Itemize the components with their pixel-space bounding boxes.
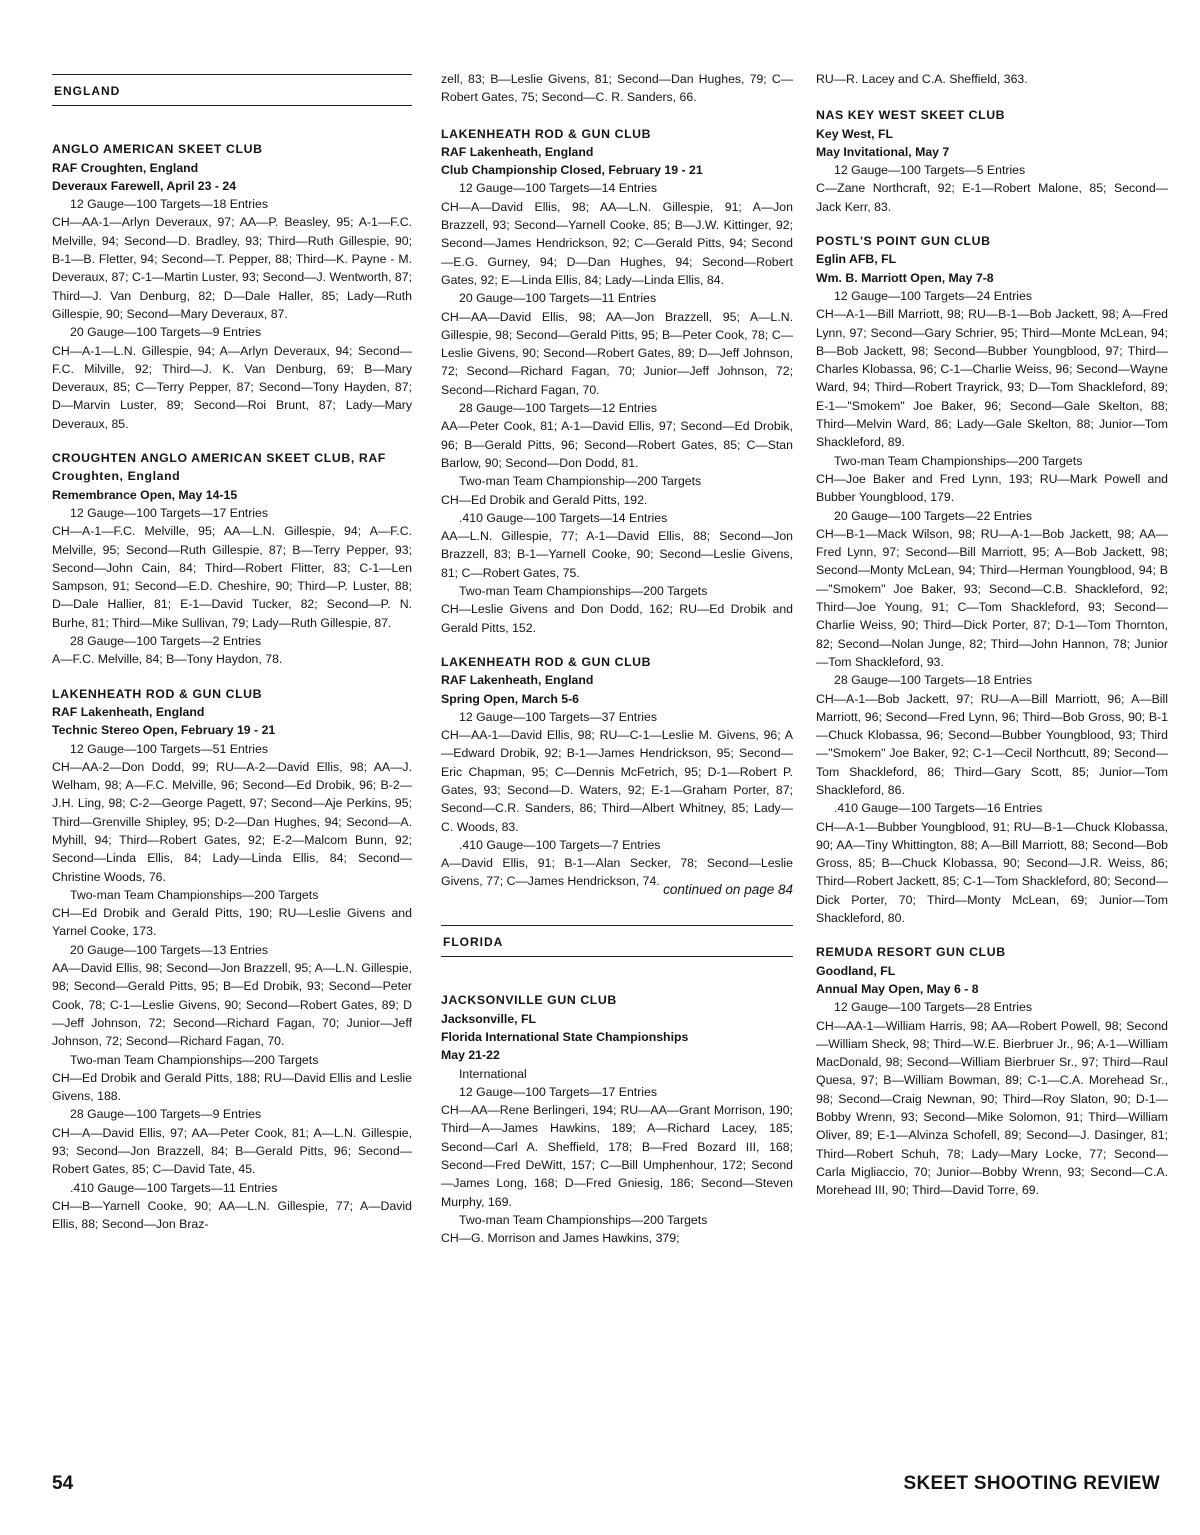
event-heading: Two-man Team Championships—200 Targets <box>70 887 319 902</box>
club-name: JACKSONVILLE GUN CLUB <box>441 993 617 1008</box>
event-results: CH—A-1—L.N. Gillespie, 94; A—Arlyn Deveraux, 94; Second—F.C. Milville, 92; Third—J. K. Van Denburg, 69; B—Mary Deveraux, 85; C—Terry Pepper, 87; Second—Tony Hayden, 87; D—Marvin Luster, 89; Second—Roi Brunt, 87; Lady—Mary Deveraux, 85. <box>52 343 412 431</box>
event-results: CH—Ed Drobik and Gerald Pitts, 188; RU—David Ellis and Leslie Givens, 188. <box>52 1070 412 1104</box>
club-name: CROUGHTEN ANGLO AMERICAN SKEET CLUB, RAF Croughten, England <box>52 451 386 484</box>
event-heading: 12 Gauge—100 Targets—37 Entries <box>459 709 658 724</box>
club-event: Deveraux Farewell, April 23 - 24 <box>52 178 237 193</box>
event-heading: 12 Gauge—100 Targets—14 Entries <box>459 181 658 196</box>
event-heading: 20 Gauge—100 Targets—22 Entries <box>834 508 1033 523</box>
event-heading: 12 Gauge—100 Targets—17 Entries <box>70 505 269 520</box>
event-results: CH—AA-1—William Harris, 98; AA—Robert Powell, 98; Second—William Sheck, 98; Third—W.E. Bierbruer Jr., 96; A-1—William MacDonald, 98; Second—William Bierbruer Sr., 97; Third—Raul Quesa, 97; B—William Bowman, 89; C-1—C.A. Morehead Sr., 98; Second—Craig Newnan, 90; Third—Roy Slaton, 90; D-1—Bobby Wrenn, 93; Second—Mike Solomon, 91; Third—William Oliver, 89; E-1—Alvinza Schofell, 89; Second—J. Dasinger, 81; Third—Robert Schuh, 78; Lady—Mary Locke, 77; Second—Carla Migliaccio, 70; Junior—Bobby Wrenn, 93; Second—C.A. Morehead III, 90; Third—David Torre, 69. <box>816 1018 1168 1198</box>
club-name: NAS KEY WEST SKEET CLUB <box>816 108 1006 123</box>
event-results: CH—G. Morrison and James Hawkins, 379; <box>441 1231 680 1246</box>
event-heading: 28 Gauge—100 Targets—9 Entries <box>70 1107 262 1122</box>
club-name: ANGLO AMERICAN SKEET CLUB <box>52 142 263 157</box>
event-heading: 20 Gauge—100 Targets—13 Entries <box>70 942 269 957</box>
club-event-date: May 21-22 <box>441 1048 500 1063</box>
event-results: CH—AA-1—Arlyn Deveraux, 97; AA—P. Beasley, 95; A-1—F.C. Melville, 94; Second—D. Bradley, 93; Third—Ruth Gillespie, 90; B-1—B. Fletter, 94; Second—T. Pepper, 88; Third—K. Payne - M. Deveraux, 87; C-1—Martin Luster, 93; Second—J. Wentworth, 87; Third—J. Van Denburg, 82; D—Dale Haller, 85; Lady—Ruth Gillespie, 90; Second—Mary Deveraux, 87. <box>52 215 412 321</box>
continued-text: RU—R. Lacey and C.A. Sheffield, 363. <box>816 72 1028 86</box>
magazine-title: SKEET SHOOTING REVIEW <box>903 1473 1160 1494</box>
club-location: Key West, FL <box>816 126 893 141</box>
club-location: Jacksonville, FL <box>441 1011 537 1026</box>
event-results: C—Zane Northcraft, 92; E-1—Robert Malone, 85; Second—Jack Kerr, 83. <box>816 181 1168 214</box>
event-results: CH—A-1—Bill Marriott, 98; RU—B-1—Bob Jackett, 98; A—Fred Lynn, 97; Second—Gary Schrier, 95; Third—Monte McLean, 94; B—Bob Jackett, 98; Second—Bubber Youngblood, 97; Third—Charles Klobassa, 96; C-1—Charlie Weiss, 96; Second—Wayne Ward, 94; Third—Robert Trayrick, 93; D—Tom Shackleford, 89; E-1—"Smokem" Joe Baker, 96; Second—Gale Skelton, 88; Third—Melvin Ward, 86; Lady—Gale Skelton, 88; Junior—Tom Shackleford, 89. <box>816 307 1168 450</box>
event-results: CH—B—Yarnell Cooke, 90; AA—L.N. Gillespie, 77; A—David Ellis, 88; Second—Jon Braz- <box>52 1198 412 1232</box>
event-results: CH—A-1—Bob Jackett, 97; RU—A—Bill Marriott, 96; A—Bill Marriott, 96; Second—Fred Lynn, 96; Third—Bob Gross, 90; B-1—Chuck Klobassa, 96; Second—Bubber Youngblood, 93; Third—"Smokem" Joe Baker, 92; C-1—Cecil Northcutt, 89; Second—Tom Shackleford, 86; Third—Gary Scott, 85; Junior—Tom Shackleford, 86. <box>816 691 1168 797</box>
section-heading-england: ENGLAND <box>52 74 412 106</box>
event-heading: Two-man Team Championships—200 Targets <box>459 584 708 599</box>
event-heading: .410 Gauge—100 Targets—14 Entries <box>459 510 668 525</box>
event-heading: 20 Gauge—100 Targets—9 Entries <box>70 325 262 340</box>
club-location: RAF Lakenheath, England <box>52 704 205 719</box>
event-heading: 28 Gauge—100 Targets—12 Entries <box>459 401 658 416</box>
club-croughten <box>52 449 412 669</box>
event-results: AA—Peter Cook, 81; A-1—David Ellis, 97; Second—Ed Drobik, 96; B—Gerald Pitts, 96; Second—Robert Gates, 85; C—Stan Barlow, 90; Second—Don Dodd, 81. <box>441 419 793 470</box>
club-name: LAKENHEATH ROD & GUN CLUB <box>52 686 263 701</box>
club-event: Remembrance Open, May 14-15 <box>52 487 238 502</box>
event-heading: 12 Gauge—100 Targets—17 Entries <box>459 1084 658 1099</box>
event-heading: 28 Gauge—100 Targets—2 Entries <box>70 634 262 649</box>
column-1 <box>52 70 412 1234</box>
club-lakenheath-closed <box>441 125 793 637</box>
event-heading: 12 Gauge—100 Targets—51 Entries <box>70 741 269 756</box>
event-category: International <box>459 1066 527 1081</box>
continued-text: zell, 83; B—Leslie Givens, 81; Second—Dan Hughes, 79; C—Robert Gates, 75; Second—C. R. Sanders, 66. <box>441 72 793 105</box>
event-heading: 12 Gauge—100 Targets—18 Entries <box>70 197 269 212</box>
club-event: Club Championship Closed, February 19 - 21 <box>441 163 703 178</box>
club-nas-key-west <box>816 106 1168 216</box>
club-anglo-american <box>52 140 412 433</box>
club-event: Wm. B. Marriott Open, May 7-8 <box>816 270 994 285</box>
event-results: CH—AA—Rene Berlingeri, 194; RU—AA—Grant Morrison, 190; Third—A—James Hawkins, 189; A—Richard Lacey, 185; Second—Carl A. Sheffield, 178; B—Fred Bozard III, 168; Second—Fred DeWitt, 157; C—Bill Umphenhour, 172; Second—James Long, 168; D—Fred Gniesig, 186; Second—Steven Murphy, 169. <box>441 1103 793 1209</box>
event-results: CH—Ed Drobik and Gerald Pitts, 190; RU—Leslie Givens and Yarnel Cooke, 173. <box>52 906 412 939</box>
event-results: A—David Ellis, 91; B-1—Alan Secker, 78; Second—Leslie Givens, 77; C—James Hendrickson, 74. <box>441 856 793 889</box>
event-heading: 28 Gauge—100 Targets—18 Entries <box>834 673 1033 688</box>
event-results: CH—A—David Ellis, 98; AA—L.N. Gillespie, 91; A—Jon Brazzell, 93; Second—Yarnell Cooke, 85; B—J.W. Kittinger, 92; Second—James Hendrickson, 92; C—Gerald Pitts, 94; Second—E.G. Gurney, 94; D—Dan Hughes, 94; Second—Robert Gates, 92; E—Linda Ellis, 84; Lady—Linda Ellis, 84. <box>441 199 793 287</box>
club-remuda-resort <box>816 943 1168 1199</box>
event-results: CH—Ed Drobik and Gerald Pitts, 192. <box>441 492 648 507</box>
club-event: Technic Stereo Open, February 19 - 21 <box>52 723 276 738</box>
club-lakenheath-technic <box>52 685 412 1234</box>
club-jacksonville <box>441 991 793 1247</box>
event-heading: .410 Gauge—100 Targets—16 Entries <box>834 801 1043 816</box>
column-3 <box>816 70 1168 1200</box>
event-results: CH—A-1—Bubber Youngblood, 91; RU—B-1—Chuck Klobassa, 90; AA—Tiny Whittington, 88; A—Bill Marriott, 88; Second—Bob Gross, 85; B—Chuck Klobassa, 90; Second—J.R. Weiss, 86; Third—Robert Jackett, 85; C-1—Tom Shackleford, 80; Second—Dick Porter, 70; Third—Monty McLean, 69; Junior—Tom Shackleford, 80. <box>816 819 1168 926</box>
event-heading: Two-man Team Championships—200 Targets <box>834 453 1083 468</box>
event-heading: Two-man Team Championships—200 Targets <box>70 1052 319 1067</box>
section-heading-florida: FLORIDA <box>441 925 793 957</box>
club-event: May Invitational, May 7 <box>816 144 950 159</box>
event-results: CH—Leslie Givens and Don Dodd, 162; RU—Ed Drobik and Gerald Pitts, 152. <box>441 602 793 635</box>
event-results: CH—A-1—F.C. Melville, 95; AA—L.N. Gillespie, 94; A—F.C. Melville, 95; Second—Ruth Gillespie, 87; B—Terry Pepper, 93; Second—John Cain, 84; Third—Robert Flitter, 83; C-1—Len Sampson, 91; Second—E.D. Cheshire, 90; Third—P. Luster, 88; D—Dale Hallier, 81; E-1—David Tucker, 82; Second—P. N. Burhe, 81; Third—Mike Sullivan, 79; Lady—Ruth Gillespie, 87. <box>52 524 412 630</box>
club-location: RAF Croughten, England <box>52 160 199 175</box>
continued-note: continued on page 84 <box>663 881 793 897</box>
club-location: RAF Lakenheath, England <box>441 673 594 688</box>
club-location: RAF Lakenheath, England <box>441 144 594 159</box>
club-lakenheath-spring <box>441 653 793 891</box>
event-results: A—F.C. Melville, 84; B—Tony Haydon, 78. <box>52 652 283 667</box>
event-heading: Two-man Team Championships—200 Targets <box>459 1212 708 1227</box>
event-heading: 20 Gauge—100 Targets—11 Entries <box>459 291 657 306</box>
event-results: AA—L.N. Gillespie, 77; A-1—David Ellis, 88; Second—Jon Brazzell, 83; B-1—Yarnell Cooke, 90; Second—Leslie Givens, 81; C—Robert Gates, 75. <box>441 529 793 580</box>
event-heading: 12 Gauge—100 Targets—28 Entries <box>834 1000 1033 1015</box>
column-2 <box>441 70 793 1248</box>
event-results: CH—AA-2—Don Dodd, 99; RU—A-2—David Ellis, 98; AA—J. Welham, 98; A—F.C. Melville, 96; Second—Ed Drobik, 96; B-2—J.H. Ling, 98; C-2—George Pagett, 97; Second—Aje Perkins, 95; Third—Grenville Shipley, 95; D-2—Dan Hughes, 94; Second—A. Myhill, 94; Third—Robert Gates, 92; E-2—Malcom Bunn, 92; Second—Linda Ellis, 84; Lady—Linda Ellis, 84; Second—Christine Woods, 76. <box>52 759 412 884</box>
event-results: CH—AA—David Ellis, 98; AA—Jon Brazzell, 95; A—L.N. Gillespie, 98; Second—Gerald Pitts, 95; B—Peter Cook, 78; C—Leslie Givens, 90; Second—Robert Gates, 89; D—Jeff Johnson, 72; Second—Richard Fagan, 70; Junior—Jeff Johnson, 72; Second—Richard Fagan, 70. <box>441 309 793 397</box>
event-results: CH—B-1—Mack Wilson, 98; RU—A-1—Bob Jackett, 98; AA—Fred Lynn, 97; Second—Bill Marriott, 95; A—Bob Jackett, 98; Second—Monty McLean, 94; Third—Herman Youngblood, 94; B—"Smokem" Joe Baker, 93; Second—C.B. Shackleford, 92; Third—Joe Young, 91; C—Tom Shackleford, 93; Second—Charlie Weiss, 90; Third—Dick Porter, 87; D-1—Tom Thornton, 82; Second—Nolan Junge, 82; Third—John Hannon, 78; Junior—Tom Shackleford, 93. <box>816 526 1168 669</box>
club-event: Annual May Open, May 6 - 8 <box>816 981 979 996</box>
event-results: CH—AA-1—David Ellis, 98; RU—C-1—Leslie M. Givens, 96; A—Edward Drobik, 92; B-1—James Hendrickson, 95; Second—Eric Chapman, 95; C—Dennis McFetrich, 95; D-1—Robert P. Gates, 93; Second—D. Waters, 92; E-1—Graham Porter, 87; Second—C.R. Sanders, 86; Third—Albert Whitney, 85; Lady—C. Woods, 83. <box>441 728 793 834</box>
club-location: Goodland, FL <box>816 963 896 978</box>
event-results: CH—Joe Baker and Fred Lynn, 193; RU—Mark Powell and Bubber Youngblood, 179. <box>816 471 1168 505</box>
club-postls-point <box>816 232 1168 927</box>
club-name: REMUDA RESORT GUN CLUB <box>816 945 1006 960</box>
club-event: Spring Open, March 5-6 <box>441 691 580 706</box>
event-heading: 12 Gauge—100 Targets—5 Entries <box>834 163 1026 178</box>
club-event: Florida International State Championships <box>441 1029 689 1044</box>
club-name: LAKENHEATH ROD & GUN CLUB <box>441 126 652 141</box>
event-results: CH—A—David Ellis, 97; AA—Peter Cook, 81; A—L.N. Gillespie, 93; Second—Jon Brazzell, 84; B—Gerald Pitts, 96; Second—Robert Gates, 85; C—David Tate, 45. <box>52 1125 412 1177</box>
event-heading: .410 Gauge—100 Targets—7 Entries <box>459 837 661 852</box>
club-name: POSTL'S POINT GUN CLUB <box>816 234 991 249</box>
club-name: LAKENHEATH ROD & GUN CLUB <box>441 654 652 669</box>
club-location: Eglin AFB, FL <box>816 252 897 267</box>
event-heading: .410 Gauge—100 Targets—11 Entries <box>70 1180 278 1195</box>
page-number: 54 <box>52 1473 74 1494</box>
event-results: AA—David Ellis, 98; Second—Jon Brazzell, 95; A—L.N. Gillespie, 98; Second—Gerald Pitts, 95; B—Ed Drobik, 93; Second—Peter Cook, 78; C-1—Leslie Givens, 90; Second—Robert Gates, 89; D—Jeff Johnson, 72; Second—Richard Fagan, 70; Junior—Jeff Johnson, 72; Second—Richard Fagan, 70. <box>52 961 412 1049</box>
event-heading: Two-man Team Championship—200 Targets <box>459 474 702 489</box>
event-heading: 12 Gauge—100 Targets—24 Entries <box>834 288 1033 303</box>
